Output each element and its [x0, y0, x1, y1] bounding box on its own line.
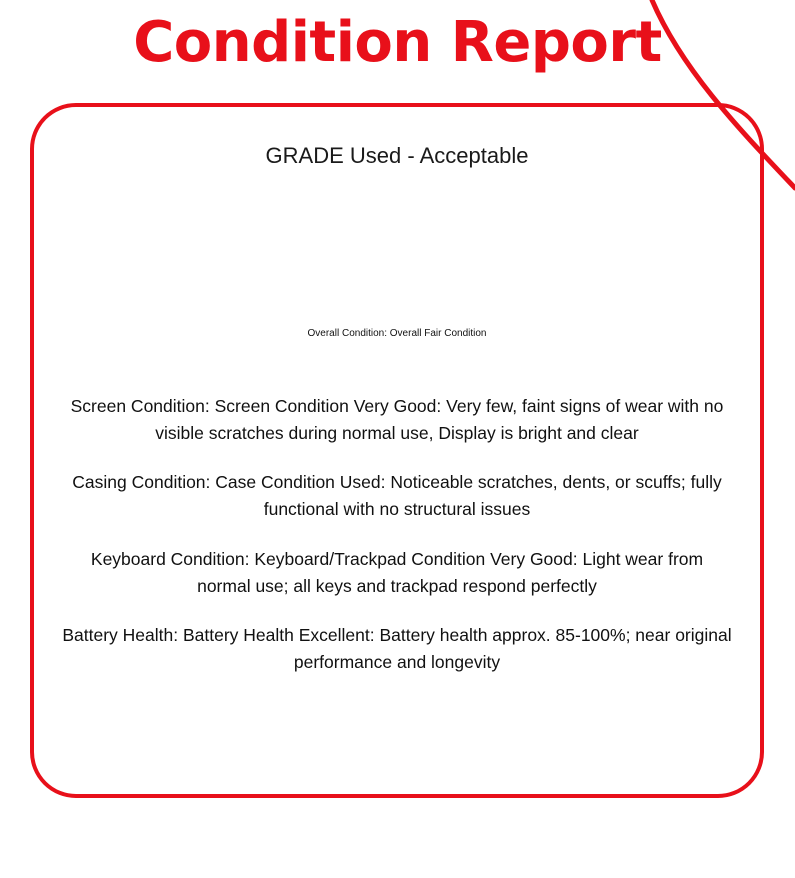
screen-condition-text: Screen Condition: Screen Condition Very Good: Very few, faint signs of wear with no visible scratches during normal use, Display is bright and clear	[70, 396, 724, 444]
grade-label: GRADE Used - Acceptable	[265, 143, 529, 168]
keyboard-condition-text: Keyboard Condition: Keyboard/Trackpad Condition Very Good: Light wear from normal use; all keys and trackpad respond perfectly	[90, 548, 704, 596]
overall-condition-label: Overall Condition: Overall Fair Condition	[307, 328, 487, 339]
page-title: Condition Report	[133, 10, 662, 75]
condition-sections	[52, 393, 742, 676]
report-content	[30, 103, 764, 798]
casing-condition-text: Casing Condition: Case Condition Used: Noticeable scratches, dents, or scuffs; fully functional with no structural issues	[72, 472, 722, 520]
battery-health-text: Battery Health: Battery Health Excellent: Battery health approx. 85-100%; near original performance and longevity	[62, 624, 732, 672]
